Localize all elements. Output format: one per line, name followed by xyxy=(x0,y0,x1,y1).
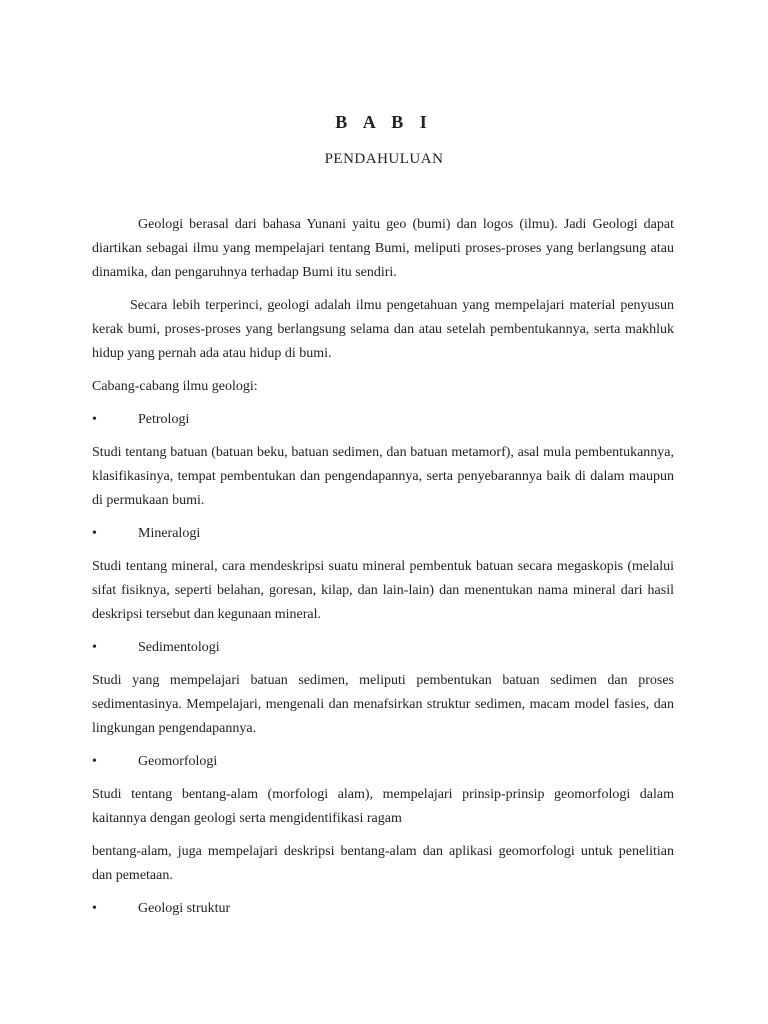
bullet-icon: • xyxy=(92,526,97,541)
list-item-mineralogi xyxy=(92,522,674,546)
list-item-petrologi xyxy=(92,408,674,432)
document-body xyxy=(92,213,674,930)
chapter-heading: B A B I xyxy=(335,112,433,132)
bullet-icon: • xyxy=(92,901,97,916)
list-item-title: Geomorfologi xyxy=(138,754,218,769)
bullet-icon: • xyxy=(92,412,97,427)
section-description: Studi tentang batuan (batuan beku, batuan sedimen, dan batuan metamorf), asal mula pembentukannya, klasifikasinya, tempat pembentukan dan pengendapannya, serta penyebarannya baik di dalam maupun di permukaan bumi. xyxy=(92,445,674,508)
list-item-title: Mineralogi xyxy=(138,526,201,541)
chapter-subtitle: PENDAHULUAN xyxy=(324,151,444,167)
list-item-title: Geologi struktur xyxy=(138,901,231,916)
list-item-geomorfologi xyxy=(92,750,674,774)
list-item-geologi-struktur xyxy=(92,897,674,921)
branches-heading: Cabang-cabang ilmu geologi: xyxy=(92,379,258,394)
bullet-icon: • xyxy=(92,640,97,655)
intro-paragraph-2: Secara lebih terperinci, geologi adalah ilmu pengetahuan yang mempelajari material penyusun kerak bumi, proses-proses yang berlangsung selama dan atau setelah pembentukannya, serta makhluk hidup yang pernah ada atau hidup di bumi. xyxy=(92,298,674,361)
section-description-continued: bentang-alam, juga mempelajari deskripsi bentang-alam dan aplikasi geomorfologi untuk penelitian dan pemetaan. xyxy=(92,844,674,883)
bullet-icon: • xyxy=(92,754,97,769)
section-description: Studi yang mempelajari batuan sedimen, meliputi pembentukan batuan sedimen dan proses sedimentasinya. Mempelajari, mengenali dan menafsirkan struktur sedimen, macam model fasies, dan lingkungan pengendapannya. xyxy=(92,673,674,736)
section-description: Studi tentang mineral, cara mendeskripsi suatu mineral pembentuk batuan secara megaskopis (melalui sifat fisiknya, seperti belahan, goresan, kilap, dan lain-lain) dan menentukan nama mineral dari hasil deskripsi tersebut dan kegunaan mineral. xyxy=(92,559,674,622)
intro-paragraph-1: Geologi berasal dari bahasa Yunani yaitu geo (bumi) dan logos (ilmu). Jadi Geologi dapat diartikan sebagai ilmu yang mempelajari tentang Bumi, meliputi proses-proses yang berlangsung atau dinamika, dan pengaruhnya terhadap Bumi itu sendiri. xyxy=(92,217,674,280)
list-item-title: Petrologi xyxy=(138,412,190,427)
section-description: Studi tentang bentang-alam (morfologi alam), mempelajari prinsip-prinsip geomorfologi dalam kaitannya dengan geologi serta mengidentifikasi ragam xyxy=(92,787,674,826)
list-item-title: Sedimentologi xyxy=(138,640,220,655)
list-item-sedimentologi xyxy=(92,636,674,660)
